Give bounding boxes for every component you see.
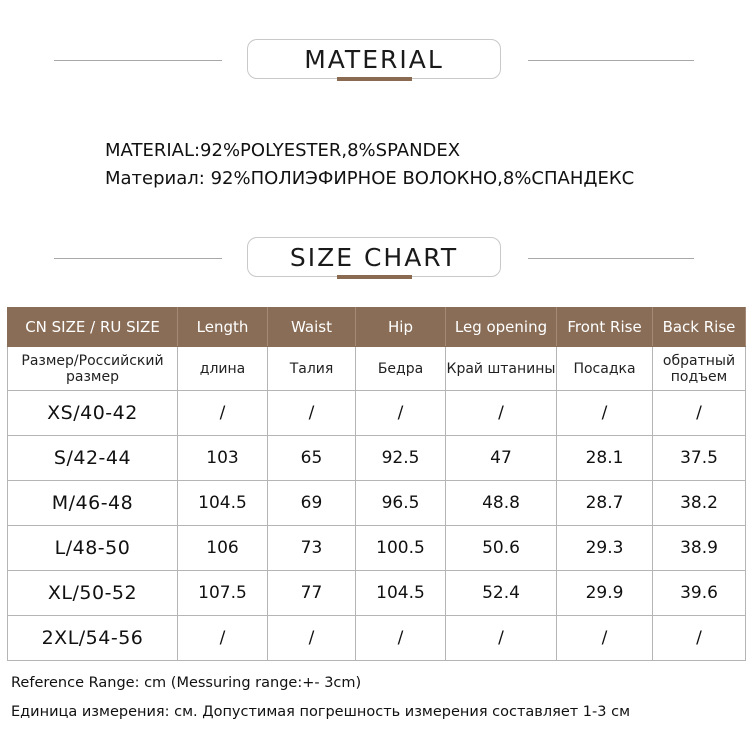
back-rise-cell: 37.5 bbox=[653, 436, 746, 481]
hip-cell: 96.5 bbox=[356, 481, 446, 526]
size-chart-table bbox=[7, 307, 746, 661]
material-title: MATERIAL bbox=[247, 39, 501, 79]
header-size: CN SIZE / RU SIZE bbox=[8, 308, 178, 347]
material-en: MATERIAL:92%POLYESTER,8%SPANDEX bbox=[105, 140, 461, 161]
size-chart-section-header bbox=[0, 237, 750, 281]
front-rise-cell: / bbox=[557, 391, 653, 436]
front-rise-cell: 28.1 bbox=[557, 436, 653, 481]
accent-bar bbox=[337, 77, 412, 81]
ru-header-waist: Талия bbox=[268, 347, 356, 391]
front-rise-cell: 29.3 bbox=[557, 526, 653, 571]
front-rise-cell: / bbox=[557, 616, 653, 661]
divider-line bbox=[528, 60, 694, 61]
table-row bbox=[8, 616, 746, 661]
waist-cell: 77 bbox=[268, 571, 356, 616]
size-cell: XL/50-52 bbox=[8, 571, 178, 616]
divider-line bbox=[54, 258, 222, 259]
table-header-row bbox=[8, 308, 746, 347]
length-cell: 103 bbox=[178, 436, 268, 481]
hip-cell: / bbox=[356, 391, 446, 436]
front-rise-cell: 28.7 bbox=[557, 481, 653, 526]
table-row bbox=[8, 481, 746, 526]
table-row bbox=[8, 436, 746, 481]
material-info bbox=[105, 137, 634, 193]
leg-opening-cell: 50.6 bbox=[446, 526, 557, 571]
leg-opening-cell: / bbox=[446, 391, 557, 436]
length-cell: 106 bbox=[178, 526, 268, 571]
ru-header-front-rise: Посадка bbox=[557, 347, 653, 391]
back-rise-cell: 38.9 bbox=[653, 526, 746, 571]
accent-bar bbox=[337, 275, 412, 279]
ru-header-length: длина bbox=[178, 347, 268, 391]
back-rise-cell: 38.2 bbox=[653, 481, 746, 526]
leg-opening-cell: / bbox=[446, 616, 557, 661]
material-ru: Материал: 92%ПОЛИЭФИРНОЕ ВОЛОКНО,8%СПАНДЕКС bbox=[105, 168, 635, 189]
ru-header-leg-opening: Край штанины bbox=[446, 347, 557, 391]
waist-cell: 69 bbox=[268, 481, 356, 526]
size-cell: XS/40-42 bbox=[8, 391, 178, 436]
size-cell: L/48-50 bbox=[8, 526, 178, 571]
ru-header-back-rise: обратный подъем bbox=[653, 347, 746, 391]
table-row bbox=[8, 391, 746, 436]
length-cell: / bbox=[178, 616, 268, 661]
divider-line bbox=[54, 60, 222, 61]
reference-range-note: Reference Range: cm (Messuring range:+- 3cm) bbox=[11, 675, 362, 691]
measurement-note-ru: Единица измерения: см. Допустимая погрешность измерения составляет 1-3 см bbox=[11, 704, 631, 720]
length-cell: 104.5 bbox=[178, 481, 268, 526]
front-rise-cell: 29.9 bbox=[557, 571, 653, 616]
header-front-rise: Front Rise bbox=[557, 308, 653, 347]
hip-cell: / bbox=[356, 616, 446, 661]
material-section-header bbox=[0, 39, 750, 83]
hip-cell: 104.5 bbox=[356, 571, 446, 616]
leg-opening-cell: 47 bbox=[446, 436, 557, 481]
table-row bbox=[8, 571, 746, 616]
leg-opening-cell: 52.4 bbox=[446, 571, 557, 616]
size-cell: S/42-44 bbox=[8, 436, 178, 481]
size-cell: M/46-48 bbox=[8, 481, 178, 526]
header-hip: Hip bbox=[356, 308, 446, 347]
waist-cell: / bbox=[268, 391, 356, 436]
table-row bbox=[8, 526, 746, 571]
back-rise-cell: / bbox=[653, 391, 746, 436]
length-cell: 107.5 bbox=[178, 571, 268, 616]
header-leg-opening: Leg opening bbox=[446, 308, 557, 347]
size-cell: 2XL/54-56 bbox=[8, 616, 178, 661]
header-waist: Waist bbox=[268, 308, 356, 347]
ru-header-size: Размер/Российский размер bbox=[8, 347, 178, 391]
waist-cell: 65 bbox=[268, 436, 356, 481]
length-cell: / bbox=[178, 391, 268, 436]
hip-cell: 100.5 bbox=[356, 526, 446, 571]
waist-cell: / bbox=[268, 616, 356, 661]
header-length: Length bbox=[178, 308, 268, 347]
waist-cell: 73 bbox=[268, 526, 356, 571]
ru-header-hip: Бедра bbox=[356, 347, 446, 391]
size-chart-title: SIZE CHART bbox=[247, 237, 501, 277]
back-rise-cell: / bbox=[653, 616, 746, 661]
hip-cell: 92.5 bbox=[356, 436, 446, 481]
ru-header-row bbox=[8, 347, 746, 391]
header-back-rise: Back Rise bbox=[653, 308, 746, 347]
leg-opening-cell: 48.8 bbox=[446, 481, 557, 526]
back-rise-cell: 39.6 bbox=[653, 571, 746, 616]
divider-line bbox=[528, 258, 694, 259]
